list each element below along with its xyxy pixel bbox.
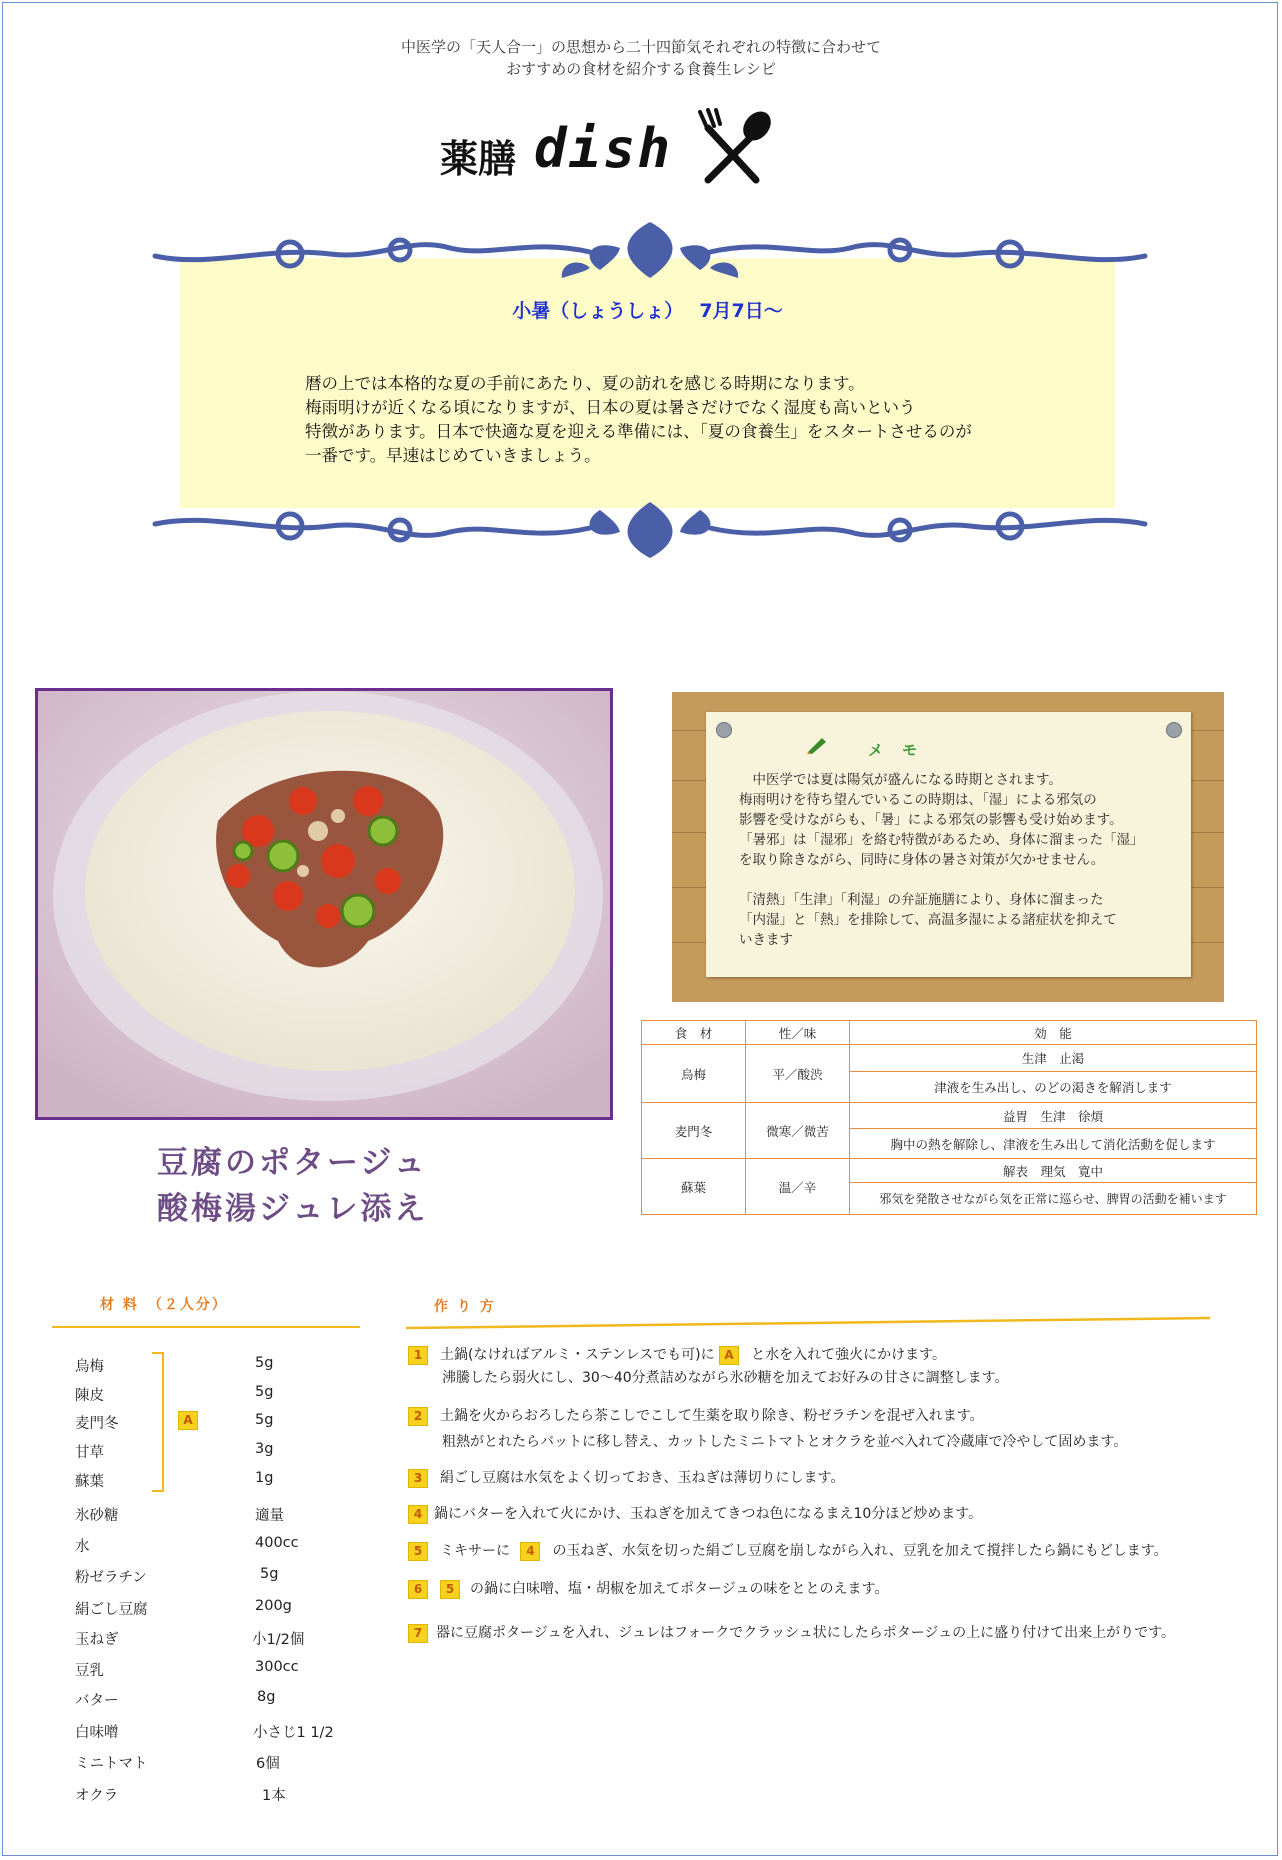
dish-photo	[35, 688, 613, 1120]
herb-nature: 微寒／微苦	[746, 1103, 850, 1159]
memo-title: メ モ	[868, 741, 920, 759]
method-title: 作 り 方	[434, 1299, 496, 1315]
ingredient-name: 絹ごし豆腐	[75, 1602, 148, 1618]
ingredient-amount: 6個	[256, 1756, 280, 1772]
step-text: の玉ねぎ、水気を切った絹ごし豆腐を崩しながら入れ、豆乳を加えて撹拌したら鍋にもどします。	[552, 1543, 1168, 1559]
ingredient-name: 水	[75, 1539, 90, 1555]
group-bracket	[152, 1352, 164, 1492]
ingredient-amount: 200g	[255, 1598, 292, 1614]
ingredient-name: 陳皮	[75, 1388, 104, 1404]
step-number: 3	[408, 1469, 428, 1488]
herb-nature: 平／酸渋	[746, 1045, 850, 1103]
ingredient-amount: 1本	[262, 1788, 286, 1804]
memo-line	[739, 870, 1179, 890]
memo-line: 中医学では夏は陽気が盛んになる時期とされます。	[739, 772, 1062, 788]
season-line: 暦の上では本格的な夏の手前にあたり、夏の訪れを感じる時期になります。	[305, 374, 865, 393]
logo-yakuzen-text: 薬膳	[440, 136, 517, 181]
method-rule	[404, 1316, 1214, 1330]
step-text: の鍋に白味噌、塩・胡椒を加えてポタージュの味をととのえます。	[470, 1581, 889, 1597]
ingredient-name: 蘇葉	[75, 1474, 104, 1490]
step-4	[408, 1503, 982, 1526]
step-1	[408, 1344, 1009, 1390]
ingredient-name: オクラ	[75, 1788, 119, 1804]
ref-badge: A	[719, 1346, 739, 1365]
ingredient-amount: 小1/2個	[252, 1632, 305, 1648]
bottom-ornament	[150, 492, 1150, 562]
yakuzen-dish-logo	[440, 108, 774, 188]
step-5	[408, 1540, 1168, 1563]
ingredient-name: 豆乳	[75, 1663, 104, 1679]
dish-title-line-2: 酸梅湯ジュレ添え	[157, 1191, 429, 1227]
memo-line: 梅雨明けを待ち望んでいるこの時期は、「湿」による邪気の	[739, 792, 1097, 808]
ingredient-name: 白味噌	[75, 1725, 119, 1741]
ingredient-amount: 5g	[255, 1412, 274, 1428]
ingredient-amount: 1g	[255, 1470, 274, 1486]
herb-name: 蘇葉	[642, 1159, 746, 1215]
ingredient-amount: 3g	[255, 1441, 274, 1457]
ingredients-rule	[52, 1326, 360, 1328]
ingredient-name: 玉ねぎ	[75, 1632, 119, 1648]
ingredient-amount: 300cc	[255, 1659, 299, 1675]
ingredient-amount: 5g	[255, 1355, 274, 1371]
step-number: 5	[408, 1542, 428, 1561]
effect-desc: 津液を生み出し、のどの渇きを解消します	[850, 1072, 1257, 1103]
step-6	[408, 1578, 888, 1601]
ingredient-amount: 小さじ1 1/2	[253, 1725, 334, 1741]
ingredients-title: 材 料 （２人分）	[100, 1297, 228, 1313]
season-line: 一番です。早速はじめていきましょう。	[305, 446, 601, 465]
step-number: 7	[408, 1624, 428, 1643]
fork-spoon-icon	[694, 108, 774, 188]
step-text: 鍋にバターを入れて火にかけ、玉ねぎを加えてきつね色になるまえ10分ほど炒めます。	[434, 1506, 983, 1522]
step-2	[408, 1405, 1127, 1454]
ref-badge: 4	[520, 1542, 540, 1561]
ingredient-name: 甘草	[75, 1445, 104, 1461]
herb-name: 麦門冬	[642, 1103, 746, 1159]
effect-desc: 胸中の熱を解除し、津液を生み出して消化活動を促します	[850, 1129, 1257, 1159]
header-effect: 効 能	[850, 1021, 1257, 1045]
memo-line: 「清熱」「生津」「利湿」の弁証施膳により、身体に溜まった	[739, 892, 1104, 908]
memo-line: 「内湿」と「熱」を排除して、高温多湿による諸症状を抑えて	[739, 912, 1117, 928]
step-text: と水を入れて強火にかけます。	[751, 1347, 946, 1363]
intro-line-1: 中医学の「天人合一」の思想から二十四節気それぞれの特徴に合わせて	[400, 38, 881, 56]
herb-nature: 温／辛	[746, 1159, 850, 1215]
ingredient-name: 烏梅	[75, 1359, 104, 1375]
season-line: 梅雨明けが近くなる頃になりますが、日本の夏は暑さだけでなく湿度も高いという	[305, 398, 916, 417]
season-line: 特徴があります。日本で快適な夏を迎える準備には、「夏の食養生」をスタートさせるのが	[305, 422, 972, 441]
ingredient-name: ミニトマト	[75, 1756, 148, 1772]
step-text-line-2: 沸騰したら弱火にし、30～40分煮詰めながら氷砂糖を加えてお好みの甘さに調整します。	[442, 1370, 1009, 1386]
ingredient-amount: 適量	[255, 1508, 284, 1524]
step-text: ミキサーに	[440, 1543, 510, 1559]
step-number: 1	[408, 1346, 428, 1365]
ingredient-name: バター	[75, 1693, 119, 1709]
season-title: 小暑（しょうしょ） 7月7日～	[512, 300, 783, 322]
effect-desc: 邪気を発散させながら気を正常に巡らせ、脾胃の活動を補います	[850, 1183, 1257, 1215]
step-number: 4	[408, 1505, 428, 1524]
step-3	[408, 1467, 844, 1490]
herb-name: 烏梅	[642, 1045, 746, 1103]
logo-dish-text: dish	[534, 116, 673, 180]
pencil-icon	[806, 736, 828, 754]
header-nature: 性／味	[746, 1021, 850, 1045]
step-text-line-2: 粗熱がとれたらバットに移し替え、カットしたミニトマトとオクラを並べ入れて冷蔵庫で冷やして固めます。	[442, 1434, 1128, 1450]
header-ingredient: 食 材	[642, 1021, 746, 1045]
effect-title: 解表 理気 寛中	[850, 1159, 1257, 1183]
pin-icon	[716, 722, 732, 738]
memo-line: を取り除きながら、同時に身体の暑さ対策が欠かせません。	[739, 852, 1105, 868]
memo-line: いきます	[739, 932, 793, 948]
ingredient-name: 氷砂糖	[75, 1508, 119, 1524]
ingredient-name: 麦門冬	[75, 1416, 119, 1432]
pin-icon	[1166, 722, 1182, 738]
step-text: 土鍋を火からおろしたら茶こしでこして生薬を取り除き、粉ゼラチンを混ぜ入れます。	[440, 1408, 984, 1424]
ingredient-amount: 5g	[255, 1384, 274, 1400]
ingredient-amount: 8g	[257, 1689, 276, 1705]
effect-title: 生津 止渇	[850, 1045, 1257, 1072]
top-ornament	[150, 218, 1150, 288]
memo-line: 影響を受けながらも、「暑」による邪気の影響も受け始めます。	[739, 812, 1123, 828]
intro-line-2: おすすめの食材を紹介する食養生レシピ	[506, 60, 776, 78]
herb-table	[641, 1020, 1257, 1215]
group-a-badge: A	[178, 1411, 198, 1430]
ingredient-name: 粉ゼラチン	[75, 1570, 147, 1586]
ref-badge: 5	[440, 1580, 460, 1599]
step-7	[408, 1622, 1175, 1645]
step-text: 器に豆腐ポタージュを入れ、ジュレはフォークでクラッシュ状にしたらポタージュの上に盛り付けて出来上がりです。	[436, 1625, 1176, 1641]
step-number: 6	[408, 1580, 428, 1599]
dish-title-line-1: 豆腐のポタージュ	[157, 1145, 428, 1181]
dish-title	[157, 1140, 428, 1232]
memo-line: 「暑邪」は「湿邪」を絡む特徴があるため、身体に溜まった「湿」	[739, 832, 1144, 848]
ingredient-amount: 400cc	[255, 1535, 299, 1551]
season-description	[305, 372, 1085, 468]
memo-body	[739, 770, 1179, 950]
effect-title: 益胃 生津 徐煩	[850, 1103, 1257, 1129]
ingredient-amount: 5g	[260, 1566, 279, 1582]
step-text: 土鍋(なければアルミ・ステンレスでも可)に	[440, 1347, 715, 1363]
step-text: 絹ごし豆腐は水気をよく切っておき、玉ねぎは薄切りにします。	[440, 1470, 845, 1486]
step-number: 2	[408, 1407, 428, 1426]
